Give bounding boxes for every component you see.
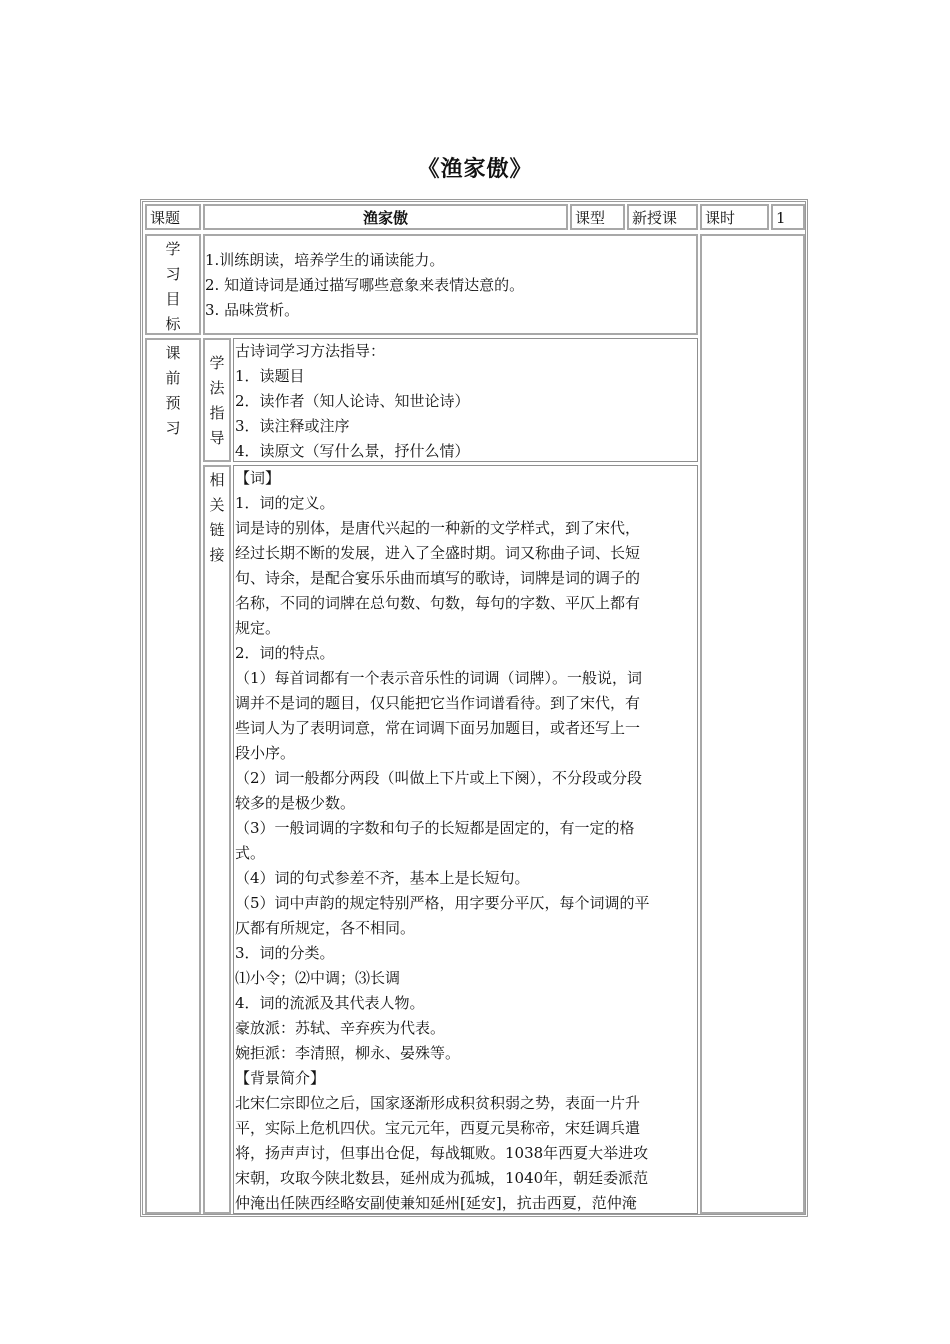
objective-item: 1.训练朗读，培养学生的诵读能力。 (205, 251, 445, 269)
topic-label-cell (145, 204, 201, 230)
objective-item: 2. 知道诗词是通过描写哪些意象来表情达意的。 (205, 276, 525, 294)
topic-label: 课题 (150, 209, 181, 227)
hours-label: 课时 (705, 209, 736, 227)
links-line: （1）每首词都有一个表示音乐性的词调（词牌）。一般说，词 (235, 669, 643, 687)
links-lines (235, 466, 650, 1214)
links-line: 仲淹出任陕西经略安副使兼知延州[延安]，抗击西夏，范仲淹 (235, 1194, 637, 1212)
method-line: 1．读题目 (235, 367, 305, 385)
links-cell (233, 465, 698, 1214)
objectives-cell (203, 234, 698, 335)
links-line: 宋朝，攻取今陕北数县，延州成为孤城，1040年，朝廷委派范 (235, 1169, 649, 1187)
links-line: 调并不是词的题目，仅只能把它当作词谱看待。到了宋代，有 (235, 694, 641, 712)
links-line: 婉拒派：李清照，柳永、晏殊等。 (235, 1044, 461, 1062)
links-line: 4．词的流派及其代表人物。 (235, 994, 425, 1012)
page-title: 《渔家傲》 (417, 157, 533, 182)
topic-value-cell (203, 204, 568, 230)
links-line: 北宋仁宗即位之后，国家逐渐形成积贫积弱之势，表面一片升 (235, 1094, 641, 1112)
method-line: 3．读注释或注序 (235, 417, 350, 435)
method-cell (233, 338, 698, 462)
links-line: （5）词中声韵的规定特别严格，用字要分平仄，每个词调的平 (235, 894, 650, 912)
links-line: 式。 (235, 844, 266, 862)
preview-label: 课 前 预 习 (165, 344, 181, 437)
hours-value: 1 (776, 209, 786, 227)
links-line: 经过长期不断的发展，进入了全盛时期。词又称曲子词、长短 (235, 544, 641, 562)
links-line: ⑴小令；⑵中调；⑶长调 (235, 969, 401, 987)
links-line: （4）词的句式参差不齐，基本上是长短句。 (235, 869, 530, 887)
links-line: 名称，不同的词牌在总句数、句数，每句的字数、平仄上都有 (235, 594, 641, 612)
links-line: 规定。 (235, 619, 281, 637)
links-line: 仄都有所规定，各不相同。 (235, 919, 416, 937)
type-label: 课型 (575, 209, 606, 227)
method-line: 古诗词学习方法指导： (235, 342, 386, 360)
links-line: 豪放派：苏轼、辛弃疾为代表。 (235, 1019, 446, 1037)
links-line: 将，扬声声讨，但事出仓促，每战辄败。1038年西夏大举进攻 (235, 1144, 649, 1162)
type-value-cell (627, 204, 698, 230)
links-line: 【背景简介】 (235, 1069, 326, 1087)
topic-value: 渔家傲 (362, 209, 408, 227)
links-label: 相 关 链 接 (209, 471, 225, 564)
links-line: 段小序。 (235, 744, 296, 762)
objectives-label: 学 习 目 标 (165, 240, 181, 333)
method-line: 4．读原文（写什么景，抒什么情） (235, 442, 470, 460)
links-label-cell (203, 465, 231, 1214)
hours-label-cell (700, 204, 769, 230)
hours-value-cell (771, 204, 805, 230)
method-lines (235, 339, 470, 464)
objectives-list (205, 248, 524, 323)
links-line: （3）一般词调的字数和句子的长短都是固定的，有一定的格 (235, 819, 635, 837)
notes-column (700, 234, 805, 1214)
links-line: 词是诗的别体，是唐代兴起的一种新的文学样式，到了宋代， (235, 519, 641, 537)
links-line: 【词】 (235, 469, 281, 487)
objective-item: 3. 品味赏析。 (205, 301, 300, 319)
type-value: 新授课 (632, 209, 678, 227)
links-line: 较多的是极少数。 (235, 794, 356, 812)
preview-label-cell (145, 338, 201, 1214)
links-line: （2）词一般都分两段（叫做上下片或上下阕），不分段或分段 (235, 769, 643, 787)
links-line: 句、诗余，是配合宴乐乐曲而填写的歌诗，词牌是词的调子的 (235, 569, 641, 587)
method-line: 2．读作者（知人论诗、知世论诗） (235, 392, 470, 410)
links-line: 1．词的定义。 (235, 494, 335, 512)
objectives-label-cell (145, 234, 201, 335)
links-line: 些词人为了表明词意，常在词调下面另加题目，或者还写上一 (235, 719, 641, 737)
lesson-table (140, 199, 808, 1217)
links-line: 2．词的特点。 (235, 644, 335, 662)
type-label-cell (570, 204, 625, 230)
method-label: 学 法 指 导 (209, 354, 225, 447)
links-line: 平，实际上危机四伏。宝元元年，西夏元昊称帝，宋廷调兵遣 (235, 1119, 641, 1137)
method-label-cell (203, 338, 231, 462)
links-line: 3．词的分类。 (235, 944, 335, 962)
